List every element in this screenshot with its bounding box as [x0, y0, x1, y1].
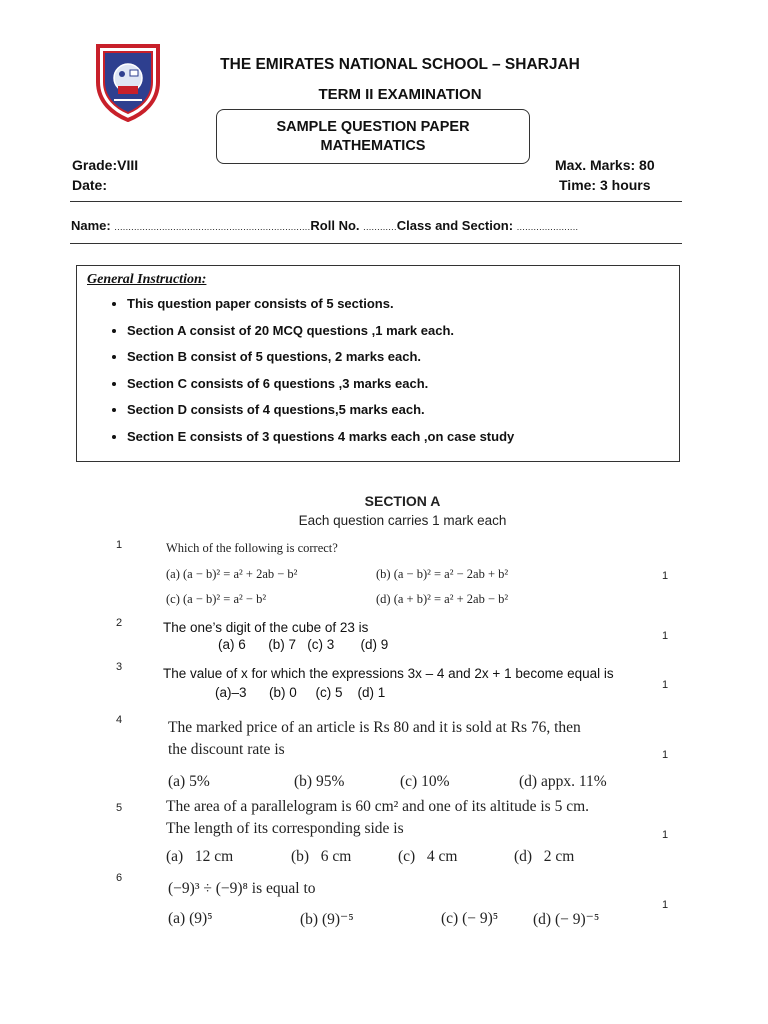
- instruction-item: • Section E consists of 3 questions 4 marks each ,on case study: [127, 427, 514, 454]
- question-text: (−9)³ ÷ (−9)⁸ is equal to: [168, 880, 316, 897]
- max-marks: Max. Marks: 80: [555, 157, 655, 173]
- question-number: 6: [116, 872, 123, 884]
- roll-field[interactable]: ............: [363, 222, 397, 232]
- name-label: Name:: [71, 218, 111, 233]
- class-field[interactable]: ......................: [516, 222, 579, 232]
- question-text: The value of x for which the expressions 3x – 4 and 2x + 1 become equal is: [163, 666, 614, 681]
- option-a: (a) (9)⁵: [168, 910, 213, 927]
- option-c: (c) (− 9)⁵: [441, 910, 499, 927]
- date-label: Date:: [72, 177, 108, 193]
- question-text: The one’s digit of the cube of 23 is: [163, 620, 369, 635]
- section-title: SECTION A: [364, 493, 441, 509]
- option-a: (a) 12 cm: [166, 848, 234, 865]
- option-a: (a) (a − b)² = a² + 2ab − b²: [166, 567, 298, 581]
- question-number: 2: [116, 617, 123, 629]
- paper-title-box: [216, 109, 530, 164]
- question-number: 1: [116, 539, 123, 551]
- paper-title: SAMPLE QUESTION PAPER: [276, 119, 470, 135]
- question-marks: 1: [662, 570, 669, 582]
- school-logo: [88, 42, 168, 122]
- instruction-item: • Section D consists of 4 questions,5 marks each.: [127, 400, 514, 427]
- option-d: (d) 2 cm: [514, 848, 575, 865]
- question-text: Which of the following is correct?: [166, 541, 338, 555]
- roll-label: Roll No.: [310, 218, 360, 233]
- time-allowed: Time: 3 hours: [559, 177, 651, 193]
- instruction-item: • This question paper consists of 5 sections.: [127, 294, 514, 321]
- question-marks: 1: [662, 679, 669, 691]
- instruction-item: • Section B consist of 5 questions, 2 marks each.: [127, 347, 514, 374]
- option-b: (b) (a − b)² = a² − 2ab + b²: [376, 567, 509, 581]
- instruction-item: • Section A consist of 20 MCQ questions ,1 mark each.: [127, 321, 514, 348]
- question-text-line2: The length of its corresponding side is: [166, 820, 404, 837]
- question-number: 5: [116, 802, 123, 814]
- question-number: 4: [116, 714, 123, 726]
- option-b: (b) 6 cm: [291, 848, 352, 865]
- instructions-list: [77, 294, 514, 453]
- options-line: (a)–3 (b) 0 (c) 5 (d) 1: [215, 685, 386, 700]
- class-label: Class and Section:: [396, 218, 514, 233]
- student-details-row: [71, 218, 578, 233]
- divider-top: [70, 201, 682, 202]
- question-text-line1: The area of a parallelogram is 60 cm² and one of its altitude is 5 cm.: [166, 798, 590, 815]
- option-b: (b) 95%: [294, 773, 345, 790]
- general-instructions-box: [76, 265, 680, 462]
- question-text-line1: The marked price of an article is Rs 80 and it is sold at Rs 76, then: [168, 719, 581, 736]
- option-b: (b) (9)⁻⁵: [300, 911, 354, 928]
- divider-bottom: [70, 243, 682, 244]
- question-number: 3: [116, 661, 123, 673]
- section-subtitle: Each question carries 1 mark each: [298, 513, 507, 528]
- question-marks: 1: [662, 749, 669, 761]
- instruction-item: • Section C consists of 6 questions ,3 marks each.: [127, 374, 514, 401]
- option-c: (c) 10%: [400, 773, 450, 790]
- name-field[interactable]: ......................................................................: [114, 222, 311, 232]
- paper-subject: MATHEMATICS: [320, 138, 426, 154]
- option-d: (d) appx. 11%: [519, 773, 607, 790]
- option-d: (d) (a + b)² = a² + 2ab − b²: [376, 592, 509, 606]
- instructions-title: General Instruction:: [87, 272, 207, 287]
- question-text-line2: the discount rate is: [168, 741, 285, 758]
- exam-term: TERM II EXAMINATION: [318, 86, 482, 103]
- option-d: (d) (− 9)⁻⁵: [533, 911, 600, 928]
- option-c: (c) 4 cm: [398, 848, 458, 865]
- question-marks: 1: [662, 899, 669, 911]
- options-line: (a) 6 (b) 7 (c) 3 (d) 9: [218, 637, 389, 652]
- option-a: (a) 5%: [168, 773, 210, 790]
- school-name: THE EMIRATES NATIONAL SCHOOL – SHARJAH: [220, 56, 580, 73]
- question-marks: 1: [662, 829, 669, 841]
- option-c: (c) (a − b)² = a² − b²: [166, 592, 267, 606]
- grade-label: Grade:VIII: [72, 157, 139, 173]
- question-marks: 1: [662, 630, 669, 642]
